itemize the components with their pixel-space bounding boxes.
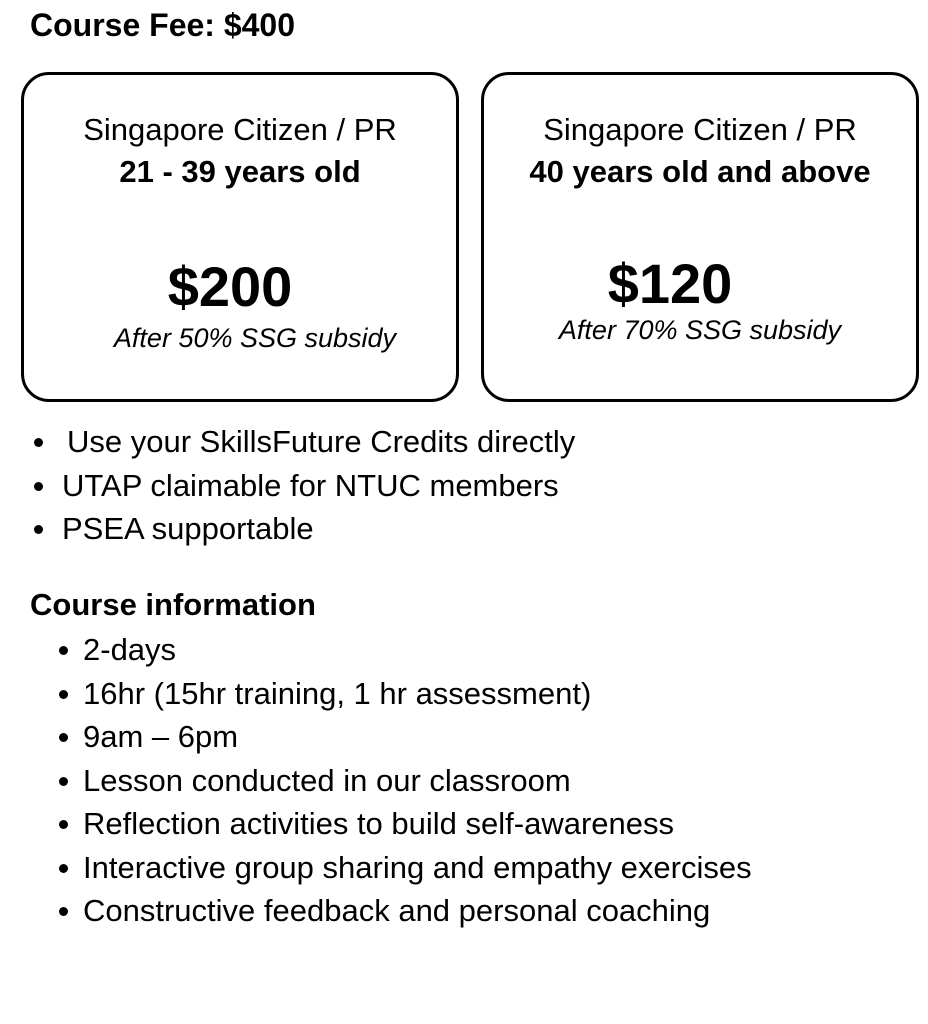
card-subsidy-note: After 70% SSG subsidy: [558, 315, 842, 345]
list-item: [55, 672, 752, 716]
list-item-text: Use your SkillsFuture Credits directly: [67, 424, 576, 459]
list-item: [55, 759, 752, 803]
list-item: [55, 846, 752, 890]
list-item: [30, 420, 575, 464]
bullet-icon: [59, 646, 68, 655]
bullet-icon: [34, 525, 43, 534]
list-item-text: Lesson conducted in our classroom: [83, 762, 571, 798]
bullet-icon: [59, 864, 68, 873]
funding-list: [30, 420, 575, 551]
card-subsidy-note: After 50% SSG subsidy: [113, 323, 397, 353]
course-information-heading: Course information: [30, 587, 316, 622]
bullet-icon: [59, 820, 68, 829]
list-item: [30, 464, 575, 508]
list-item-text: 16hr (15hr training, 1 hr assessment): [83, 675, 592, 711]
bullet-icon: [34, 438, 43, 447]
list-item-text: UTAP claimable for NTUC members: [62, 467, 559, 503]
course-fee-title: Course Fee: $400: [30, 7, 296, 43]
card-eligibility-group: Singapore Citizen / PR: [543, 112, 857, 147]
card-age-range: 40 years old and above: [529, 154, 871, 189]
card-price: $200: [167, 255, 293, 318]
bullet-icon: [59, 733, 68, 742]
list-item-text: 2-days: [83, 632, 177, 667]
bullet-icon: [59, 907, 68, 916]
pricing-card-40-above: [481, 72, 919, 402]
bullet-icon: [34, 482, 43, 491]
list-item: [55, 628, 752, 672]
list-item: [55, 715, 752, 759]
list-item-text: Reflection activities to build self-awareness: [83, 806, 674, 841]
list-item-text: 9am – 6pm: [83, 719, 239, 754]
bullet-icon: [59, 690, 68, 699]
list-item-text: Interactive group sharing and empathy exercises: [83, 849, 752, 885]
list-item-text: Constructive feedback and personal coaching: [83, 893, 711, 928]
list-item: [30, 507, 575, 551]
course-information-list: [55, 628, 752, 933]
card-price: $120: [607, 252, 733, 315]
list-item-text: PSEA supportable: [62, 511, 314, 546]
card-eligibility-group: Singapore Citizen / PR: [83, 112, 397, 147]
card-age-range: 21 - 39 years old: [119, 154, 361, 189]
bullet-icon: [59, 777, 68, 786]
pricing-card-21-39: [21, 72, 459, 402]
list-item: [55, 802, 752, 846]
list-item: [55, 889, 752, 933]
